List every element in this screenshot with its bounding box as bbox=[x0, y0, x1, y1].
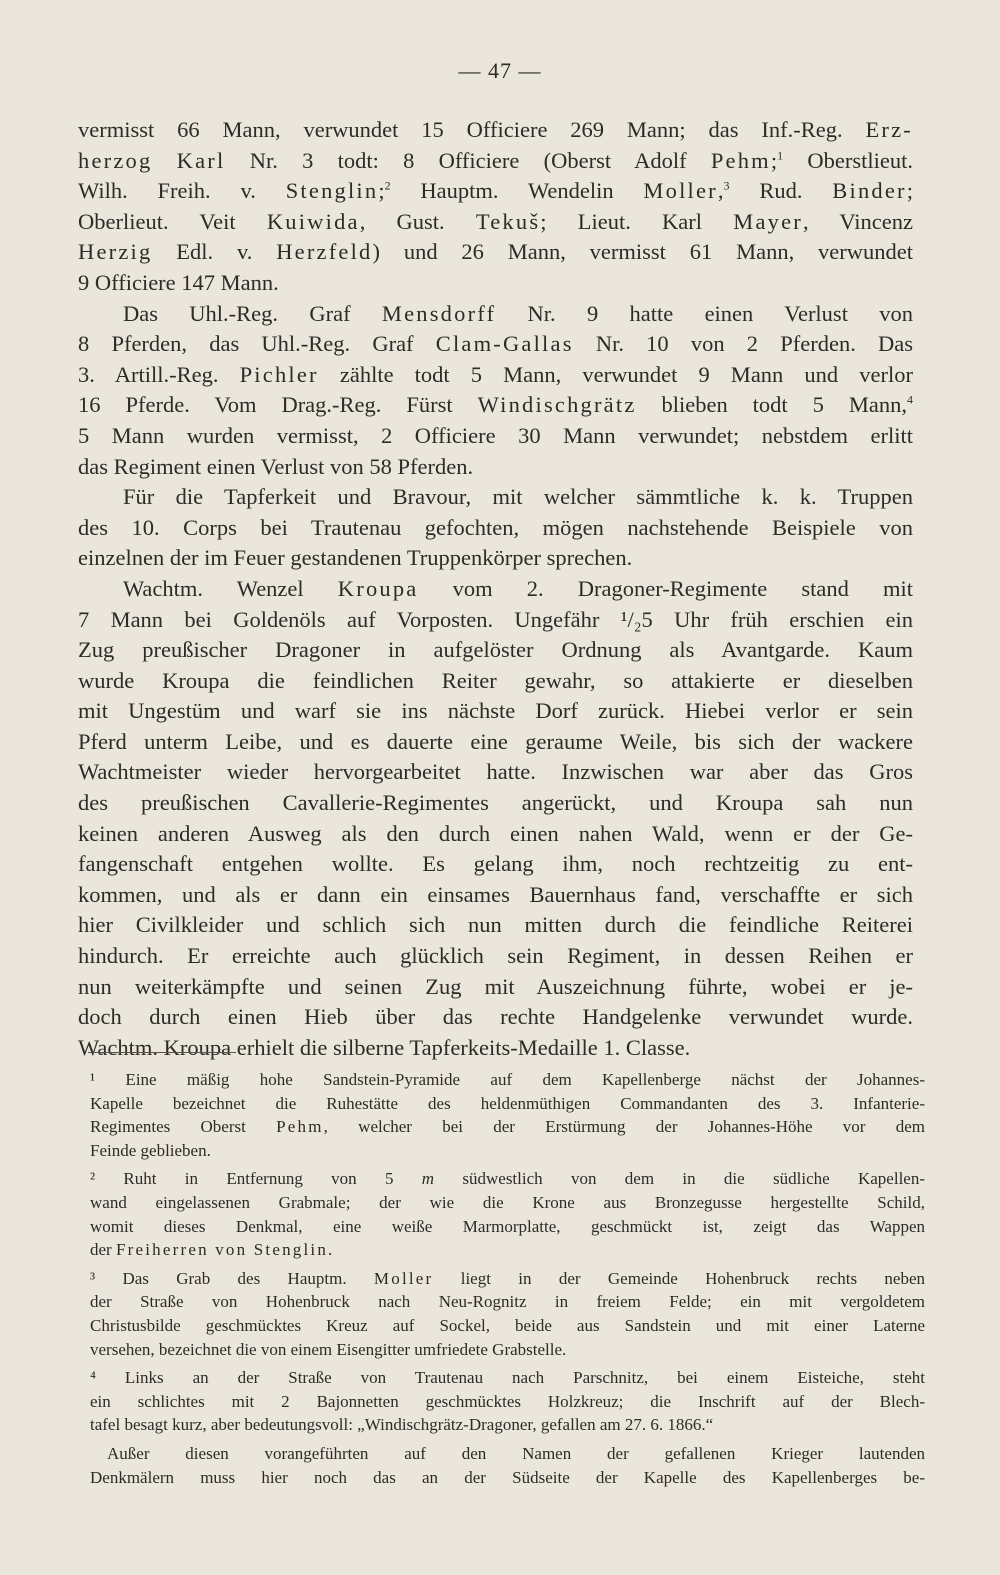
footnote-line: der Freiherren von Stenglin. bbox=[90, 1240, 333, 1260]
footnote-marker: 1 bbox=[777, 148, 784, 163]
text-line: Pferd unterm Leibe, und es dauerte eine geraume Weile, bis sich der wackere bbox=[78, 728, 913, 754]
footnote-line: ⁴ Links an der Straße von Trautenau nach Parschnitz, bei einem Eisteiche, steht bbox=[90, 1368, 925, 1388]
footnote-line: ² Ruht in Entfernung von 5 m südwestlich von dem in die südliche Kapellen- bbox=[90, 1169, 925, 1189]
spaced-name: Windischgrätz bbox=[477, 392, 637, 418]
footnote-line: ein schlichtes mit 2 Bajonnetten geschmücktes Holzkreuz; die Inschrift auf der Blech- bbox=[90, 1391, 925, 1411]
footnote-line: tafel besagt kurz, aber bedeutungsvoll: „Windischgrätz-Dragoner, gefallen am 27. 6. 1866.“ bbox=[90, 1415, 714, 1435]
unit-italic: m bbox=[421, 1169, 435, 1189]
spaced-name: Kuiwida bbox=[266, 208, 360, 234]
footnote-line: versehen, bezeichnet die von einem Eisengitter umfriedete Grabstelle. bbox=[90, 1339, 567, 1359]
footnote-line: der Straße von Hohenbruck nach Neu-Rognitz in freiem Felde; ein mit vergoldetem bbox=[90, 1292, 925, 1312]
spaced-name: Clam-Gallas bbox=[435, 331, 574, 357]
text-line: Für die Tapferkeit und Bravour, mit welcher sämmtliche k. k. Truppen bbox=[78, 484, 913, 510]
text-line: hier Civilkleider und schlich sich nun mitten durch die feindliche Reiterei bbox=[78, 912, 913, 938]
footnote bbox=[90, 1167, 925, 1261]
footnote-line: ³ Das Grab des Hauptm. Moller liegt in der Gemeinde Hohenbruck rechts neben bbox=[90, 1268, 925, 1288]
spaced-name: Kroupa bbox=[337, 575, 419, 601]
spaced-name: Binder bbox=[832, 178, 907, 204]
footnote-line: ¹ Eine mäßig hohe Sandstein-Pyramide auf dem Kapellenberge nächst der Johannes- bbox=[90, 1070, 925, 1089]
spaced-name: Stenglin bbox=[285, 178, 379, 204]
text-line: Wilh. Freih. v. Stenglin;$^2$ Hauptm. Wendelin Moller,$^3$ Rud. Binder; bbox=[78, 178, 913, 204]
text-line: nun weiterkämpfte und seinen Zug mit Auszeichnung führte, wobei er je- bbox=[78, 973, 913, 999]
text-line: das Regiment einen Verlust von 58 Pferden. bbox=[78, 453, 474, 479]
footnote-line: Regimentes Oberst Pehm, welcher bei der Erstürmung der Johannes-Höhe vor dem bbox=[90, 1117, 925, 1137]
text-line: des preußischen Cavallerie-Regimentes angerückt, und Kroupa sah nun bbox=[78, 790, 913, 816]
footnote-line: Kapelle bezeichnet die Ruhestätte des heldenmüthigen Commandanten des 3. Infanterie- bbox=[90, 1093, 925, 1113]
spaced-name: Mayer bbox=[733, 208, 803, 234]
footnote-rule bbox=[88, 1052, 236, 1053]
spaced-name: Herzfeld bbox=[276, 239, 373, 265]
spaced-name: Moller bbox=[643, 178, 718, 204]
footnote-line: wand eingelassenen Grabmale; der wie die Krone aus Bronzegusse hergestellte Schild, bbox=[90, 1192, 925, 1212]
text-line: wurde Kroupa die feindlichen Reiter gewahr, so attakierte er dieselben bbox=[78, 667, 913, 693]
text-line: fangenschaft entgehen wollte. Es gelang ihm, noch rechtzeitig zu ent- bbox=[78, 851, 913, 877]
footnote-line: Denkmälern muss hier noch das an der Südseite der Kapelle des Kapellenberges be- bbox=[90, 1467, 925, 1487]
footnotes bbox=[90, 1068, 925, 1489]
text-line: 7 Mann bei Goldenöls auf Vorposten. Ungefähr ¹/₂5 Uhr früh erschien ein bbox=[78, 606, 913, 632]
text-line: Zug preußischer Dragoner in aufgelöster Ordnung als Avantgarde. Kaum bbox=[78, 637, 913, 663]
page-number: — 47 — bbox=[458, 58, 542, 83]
spaced-name: Pehm bbox=[710, 147, 771, 173]
main-text bbox=[78, 115, 913, 1063]
footnote bbox=[90, 1366, 925, 1437]
text-line: 5 Mann wurden vermisst, 2 Officiere 30 Mann verwundet; nebstdem erlitt bbox=[78, 422, 913, 448]
spaced-name: Freiherren von Stenglin bbox=[115, 1240, 329, 1260]
text-line: Oberlieut. Veit Kuiwida, Gust. Tekuš; Lieut. Karl Mayer, Vincenz bbox=[78, 208, 913, 234]
text-line: Wachtmeister wieder hervorgearbeitet hatte. Inzwischen war aber das Gros bbox=[78, 759, 913, 785]
text-line: hindurch. Er erreichte auch glücklich sein Regiment, in dessen Reihen er bbox=[78, 943, 913, 969]
spaced-name: Herzig bbox=[78, 239, 153, 265]
text-line: Wachtm. Kroupa erhielt die silberne Tapferkeits-Medaille 1. Classe. bbox=[78, 1034, 691, 1060]
footnote-line: Christusbilde geschmücktes Kreuz auf Sockel, beide aus Sandstein und mit einer Laterne bbox=[90, 1315, 925, 1335]
text-line: 8 Pferden, das Uhl.-Reg. Graf Clam-Gallas Nr. 10 von 2 Pferden. Das bbox=[78, 331, 913, 357]
spaced-name: Tekuš bbox=[475, 208, 541, 234]
spaced-name: herzog bbox=[78, 147, 153, 173]
text-line: Das Uhl.-Reg. Graf Mensdorff Nr. 9 hatte einen Verlust von bbox=[78, 300, 913, 326]
spaced-name: Moller bbox=[373, 1268, 434, 1288]
text-line: 3. Artill.-Reg. Pichler zählte todt 5 Mann, verwundet 9 Mann und verlor bbox=[78, 361, 913, 387]
spaced-name: Mensdorff bbox=[381, 300, 497, 326]
footnote bbox=[90, 1267, 925, 1361]
text-line: doch durch einen Hieb über das rechte Handgelenke verwundet wurde. bbox=[78, 1004, 913, 1030]
text-line: keinen anderen Ausweg als den durch einen nahen Wald, wenn er der Ge- bbox=[78, 820, 913, 846]
text-line: einzelnen der im Feuer gestandenen Truppenkörper sprechen. bbox=[78, 545, 633, 571]
text-line: 9 Officiere 147 Mann. bbox=[78, 269, 279, 295]
spaced-name: Erz- bbox=[865, 117, 913, 142]
footnote-marker: 2 bbox=[384, 178, 391, 193]
spaced-name: Karl bbox=[176, 147, 226, 173]
spaced-name: Pichler bbox=[239, 361, 319, 387]
footnote-line: Außer diesen vorangeführten auf den Namen der gefallenen Krieger lautenden bbox=[90, 1443, 925, 1463]
text-line: vermisst 66 Mann, verwundet 15 Officiere 269 Mann; das Inf.-Reg. Erz- bbox=[78, 117, 913, 142]
spaced-name: Pehm bbox=[276, 1117, 324, 1137]
footnote bbox=[90, 1068, 925, 1162]
text-line: Herzig Edl. v. Herzfeld) und 26 Mann, vermisst 61 Mann, verwundet bbox=[78, 239, 913, 265]
text-line: mit Ungestüm und warf sie ins nächste Dorf zurück. Hiebei verlor er sein bbox=[78, 698, 913, 724]
footnote-line: womit dieses Denkmal, eine weiße Marmorplatte, geschmückt ist, zeigt das Wappen bbox=[90, 1216, 925, 1236]
text-line: herzog Karl Nr. 3 todt: 8 Officiere (Oberst Adolf Pehm;$^1$ Oberstlieut. bbox=[78, 147, 913, 173]
text-line: 16 Pferde. Vom Drag.-Reg. Fürst Windischgrätz blieben todt 5 Mann,$^4$ bbox=[78, 392, 913, 418]
footnote bbox=[90, 1442, 925, 1489]
footnote-line: Feinde geblieben. bbox=[90, 1140, 211, 1160]
footnote-marker: 4 bbox=[906, 392, 913, 407]
text-line: kommen, und als er dann ein einsames Bauernhaus fand, verschaffte er sich bbox=[78, 881, 913, 907]
footnote-marker: 3 bbox=[723, 178, 730, 193]
text-line: Wachtm. Wenzel Kroupa vom 2. Dragoner-Regimente stand mit bbox=[78, 575, 913, 601]
text-line: des 10. Corps bei Trautenau gefochten, mögen nachstehende Beispiele von bbox=[78, 514, 913, 540]
